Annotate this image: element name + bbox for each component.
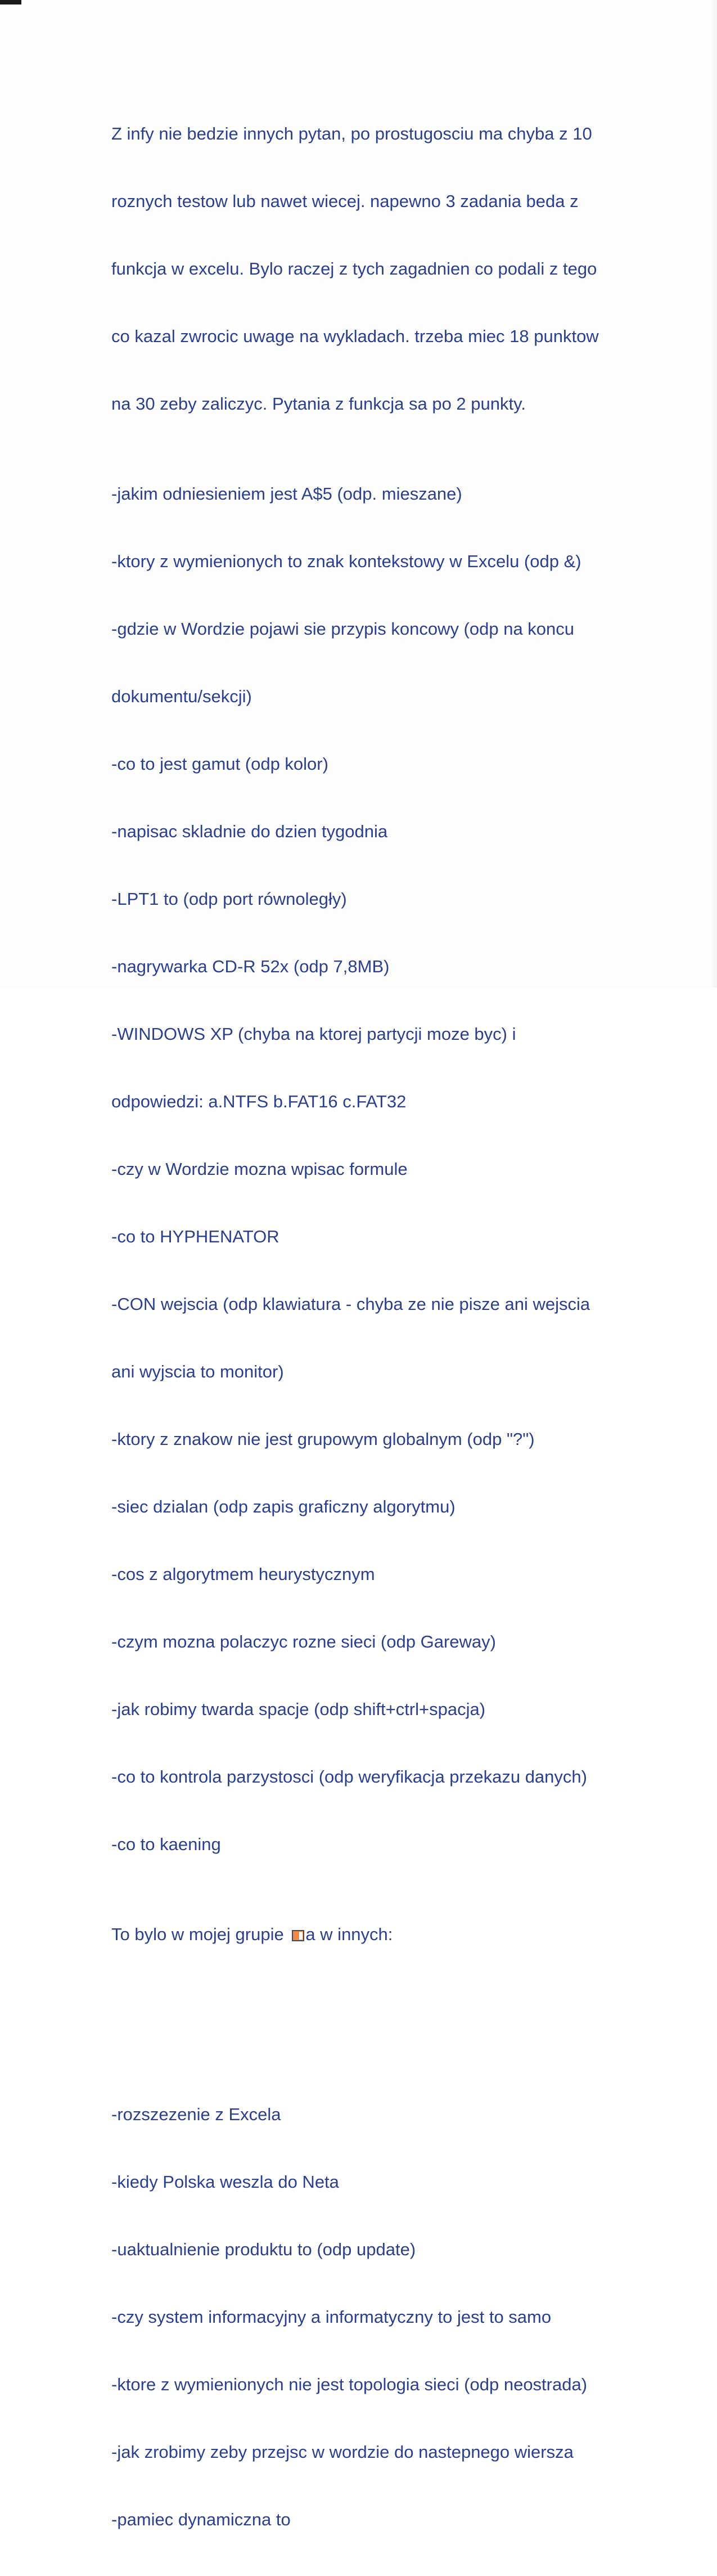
question-line: -napisac skladnie do dzien tygodnia <box>111 822 388 841</box>
scan-corner-mark <box>0 0 21 5</box>
question-line: odpowiedzi: a.NTFS b.FAT16 c.FAT32 <box>111 1092 407 1111</box>
question-line: dokumentu/sekcji) <box>111 686 252 706</box>
question-line: -siec dzialan (odp zapis graficzny algorytmu) <box>111 1497 456 1516</box>
intro-line-4: co kazal zwrocic uwage na wykladach. trzeba miec 18 punktow <box>111 326 599 346</box>
question-line: -co to HYPHENATOR <box>111 1227 279 1246</box>
question-line: -czym mozna polaczyc rozne sieci (odp Gareway) <box>111 1632 496 1651</box>
question-line: -jak robimy twarda spacje (odp shift+ctrl+spacja) <box>111 1699 486 1719</box>
group-line <box>111 1923 668 1946</box>
group-line-end: a w innych: <box>305 1924 393 1944</box>
intro-line-5: na 30 zeby zaliczyc. Pytania z funkcja sa po 2 punkty. <box>111 394 526 414</box>
question-line: -CON wejscia (odp klawiatura - chyba ze nie pisze ani wejscia <box>111 1294 590 1314</box>
intro-line-2: roznych testow lub nawet wiecej. napewno 3 zadania beda z <box>111 191 579 211</box>
blank-line <box>111 2013 668 2036</box>
broken-image-icon <box>292 1930 304 1941</box>
other-group-line: -czy system informacyjny a informatyczny to jest to samo <box>111 2307 552 2327</box>
question-line: -co to jest gamut (odp kolor) <box>111 754 328 774</box>
other-group-line: -jak zrobimy zeby przejsc w wordzie do nastepnego wiersza <box>111 2442 574 2462</box>
other-group-line: -uaktualnienie produktu to (odp update) <box>111 2240 416 2259</box>
other-group-line: -pamiec dynamiczna to <box>111 2510 291 2529</box>
question-line: -nagrywarka CD-R 52x (odp 7,8MB) <box>111 957 390 976</box>
intro-line-1: Z infy nie bedzie innych pytan, po prostugosciu ma chyba z 10 <box>111 124 592 143</box>
question-line: -LPT1 to (odp port równoległy) <box>111 889 347 909</box>
question-line: -cos z algorytmem heurystycznym <box>111 1564 375 1584</box>
other-group-line: -kiedy Polska weszla do Neta <box>111 2172 339 2192</box>
question-line: -ktory z znakow nie jest grupowym globalnym (odp "?") <box>111 1429 535 1449</box>
question-line: -ktory z wymienionych to znak kontekstowy w Excelu (odp &) <box>111 551 581 571</box>
other-group-line: -ktore z wymienionych nie jest topologia sieci (odp neostrada) <box>111 2375 588 2394</box>
question-line: -co to kontrola parzystosci (odp weryfikacja przekazu danych) <box>111 1767 587 1787</box>
question-line: -gdzie w Wordzie pojawi sie przypis koncowy (odp na koncu <box>111 619 575 639</box>
other-group-line: -rozszezenie z Excela <box>111 2104 281 2124</box>
document-text <box>111 78 668 2576</box>
question-line: -jakim odniesieniem jest A$5 (odp. mieszane) <box>111 484 462 504</box>
question-line: -czy w Wordzie mozna wpisac formule <box>111 1159 408 1179</box>
scan-edge-shadow <box>709 0 717 988</box>
group-line-start: To bylo w mojej grupie <box>111 1924 289 1944</box>
question-line: -WINDOWS XP (chyba na ktorej partycji moze byc) i <box>111 1024 516 1044</box>
question-line: -co to kaening <box>111 1834 221 1854</box>
question-line: ani wyjscia to monitor) <box>111 1362 284 1381</box>
intro-line-3: funkcja w excelu. Bylo raczej z tych zagadnien co podali z tego <box>111 259 597 279</box>
